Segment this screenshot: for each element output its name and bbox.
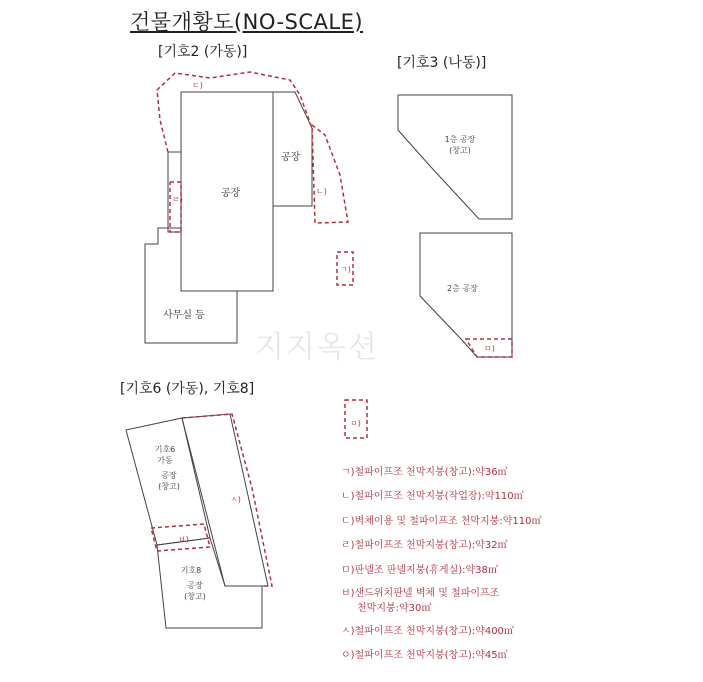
section-header-6: [기호6 (가동), 기호8] [120, 381, 255, 397]
legend-item-c: ㄷ)벽체이용 및 철파이프조 천막지붕:약110㎡ [341, 516, 542, 527]
label-floor-1-sub: (창고) [449, 146, 471, 155]
label-k8-use-name: 공장 [187, 581, 203, 590]
area-c-outline [157, 72, 312, 152]
section-header-3: [기호3 (나동)] [397, 55, 487, 71]
label-gongjang-side: 공장 [281, 152, 301, 163]
legend-item-h: ㅇ)철파이프조 천막지붕(창고):약45㎡ [341, 650, 508, 661]
section-header-2: [기호2 (가동)] [158, 44, 248, 60]
mark-b: ㄴ) [316, 187, 327, 196]
watermark: 지지옥션 [255, 330, 379, 365]
mark-c: ㄷ) [192, 81, 203, 90]
mark-f: ㅂ) [178, 535, 189, 544]
label-k6-use [154, 470, 184, 492]
legend-item-e: ㅁ)판넬조 판넬지붕(휴게실):약38㎡ [341, 565, 498, 576]
label-k8: 기호8 [180, 566, 202, 575]
area-g-outline [182, 414, 272, 586]
label-gongjang-main: 공장 [221, 188, 241, 199]
label-floor-1 [438, 134, 482, 156]
label-office: 사무실 등 [163, 310, 205, 321]
building-3-first-floor [398, 95, 512, 219]
legend-item-b: ㄴ)철파이프조 천막지붕(작업장):약110㎡ [341, 491, 524, 502]
legend-item-a: ㄱ)철파이프조 천막지붕(창고):약36㎡ [341, 467, 508, 478]
area-d-outline [170, 182, 181, 232]
mark-e: ㅁ) [484, 344, 495, 353]
legend-item-f: ㅂ)샌드위치판넬 벽체 및 철파이프조 [341, 588, 500, 599]
mark-d: ㄹ) [172, 195, 183, 204]
mark-g: ㅅ) [230, 495, 241, 504]
label-k8-use [180, 580, 210, 602]
page-title: 건물개황도(NO-SCALE) [130, 10, 364, 34]
label-floor-2: 2층 공장 [447, 284, 478, 293]
mark-a: ㄱ) [340, 265, 351, 274]
legend-item-f-cont: 천막지붕:약30㎡ [357, 603, 432, 614]
label-k6-use-name: 공장 [161, 471, 177, 480]
area-b-outline [312, 125, 348, 223]
legend-item-d: ㄹ)철파이프조 천막지붕(창고):약32㎡ [341, 540, 508, 551]
label-floor-1-name: 1층 공장 [444, 135, 476, 144]
building-6-main [182, 414, 268, 586]
label-k6-code: 기호6 [154, 445, 176, 454]
label-k6 [150, 444, 180, 466]
label-k6-building: 가동 [157, 456, 173, 465]
building-2-office [145, 228, 237, 343]
label-k8-use-sub: (창고) [184, 592, 206, 601]
label-k6-use-sub: (창고) [158, 482, 180, 491]
legend-item-g: ㅅ)철파이프조 천막지붕(창고):약400㎡ [341, 626, 514, 637]
mark-h: ㅇ) [350, 419, 361, 428]
